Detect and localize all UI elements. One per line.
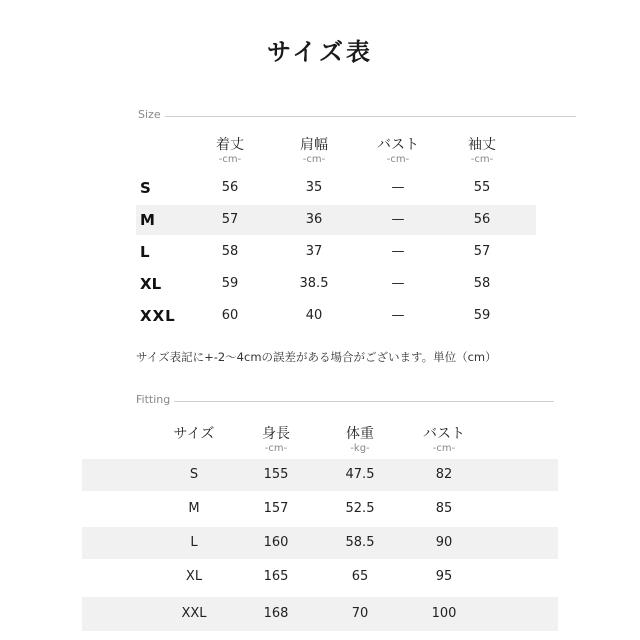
size-header-length: 着丈 bbox=[216, 137, 244, 153]
fitting-header-bust: バスト bbox=[423, 426, 465, 442]
height-value: 155 bbox=[263, 467, 289, 482]
height-value: 160 bbox=[263, 535, 289, 550]
size-label: S bbox=[140, 179, 151, 197]
fitting-section-label: Fitting bbox=[136, 393, 174, 406]
size-row-l bbox=[136, 237, 536, 267]
size-row-s bbox=[136, 173, 536, 203]
fitting-size: S bbox=[189, 467, 199, 482]
length-value: 59 bbox=[221, 276, 239, 291]
size-label: L bbox=[140, 243, 150, 261]
shoulder-value: 40 bbox=[305, 308, 323, 323]
shoulder-value: 37 bbox=[305, 244, 323, 259]
bust-value: 95 bbox=[435, 569, 453, 584]
fitting-row-s bbox=[82, 459, 558, 491]
fitting-size: M bbox=[188, 501, 200, 516]
page-title: サイズ表 bbox=[266, 38, 374, 66]
fitting-row-xxl bbox=[82, 597, 558, 631]
height-value: 168 bbox=[263, 606, 289, 621]
size-header-bust: バスト bbox=[377, 137, 419, 153]
length-value: 60 bbox=[221, 308, 239, 323]
shoulder-value: 36 bbox=[305, 212, 323, 227]
bust-value: — bbox=[391, 180, 405, 195]
bust-value: — bbox=[391, 212, 405, 227]
size-header-shoulder: 肩幅 bbox=[300, 137, 328, 153]
sleeve-value: 58 bbox=[473, 276, 491, 291]
sleeve-value: 56 bbox=[473, 212, 491, 227]
size-header-sleeve: 袖丈 bbox=[468, 137, 496, 153]
fitting-row-l bbox=[82, 527, 558, 559]
fitting-unit-weight: -kg- bbox=[350, 443, 370, 454]
weight-value: 58.5 bbox=[345, 535, 375, 550]
fitting-size: XXL bbox=[181, 606, 207, 621]
size-row-xxl bbox=[136, 301, 536, 331]
fitting-section-divider bbox=[140, 401, 554, 402]
size-label: XL bbox=[140, 275, 162, 293]
length-value: 58 bbox=[221, 244, 239, 259]
size-note: サイズ表記に+-2～4cmの誤差がある場合がございます。単位（cm） bbox=[136, 350, 497, 364]
fitting-row-m bbox=[82, 493, 558, 525]
weight-value: 65 bbox=[351, 569, 369, 584]
bust-value: — bbox=[391, 308, 405, 323]
bust-value: 82 bbox=[435, 467, 453, 482]
weight-value: 52.5 bbox=[345, 501, 375, 516]
bust-value: 90 bbox=[435, 535, 453, 550]
size-unit-shoulder: -cm- bbox=[302, 154, 326, 165]
fitting-size: XL bbox=[185, 569, 203, 584]
sleeve-value: 57 bbox=[473, 244, 491, 259]
weight-value: 70 bbox=[351, 606, 369, 621]
height-value: 165 bbox=[263, 569, 289, 584]
size-unit-sleeve: -cm- bbox=[470, 154, 494, 165]
size-row-m bbox=[136, 205, 536, 235]
fitting-unit-height: -cm- bbox=[264, 443, 288, 454]
size-label: M bbox=[140, 211, 155, 229]
fitting-header-height: 身長 bbox=[262, 426, 290, 442]
fitting-header-weight: 体重 bbox=[346, 426, 374, 442]
fitting-row-xl bbox=[82, 561, 558, 593]
size-label: XXL bbox=[140, 307, 176, 325]
size-section-label: Size bbox=[138, 108, 165, 121]
size-section-divider bbox=[140, 116, 576, 117]
weight-value: 47.5 bbox=[345, 467, 375, 482]
height-value: 157 bbox=[263, 501, 289, 516]
bust-value: 85 bbox=[435, 501, 453, 516]
shoulder-value: 38.5 bbox=[299, 276, 329, 291]
fitting-header-size: サイズ bbox=[173, 426, 215, 442]
size-unit-length: -cm- bbox=[218, 154, 242, 165]
bust-value: — bbox=[391, 276, 405, 291]
sleeve-value: 55 bbox=[473, 180, 491, 195]
bust-value: — bbox=[391, 244, 405, 259]
size-row-xl bbox=[136, 269, 536, 299]
bust-value: 100 bbox=[431, 606, 457, 621]
fitting-unit-bust: -cm- bbox=[432, 443, 456, 454]
fitting-size: L bbox=[190, 535, 198, 550]
shoulder-value: 35 bbox=[305, 180, 323, 195]
length-value: 56 bbox=[221, 180, 239, 195]
size-unit-bust: -cm- bbox=[386, 154, 410, 165]
length-value: 57 bbox=[221, 212, 239, 227]
sleeve-value: 59 bbox=[473, 308, 491, 323]
